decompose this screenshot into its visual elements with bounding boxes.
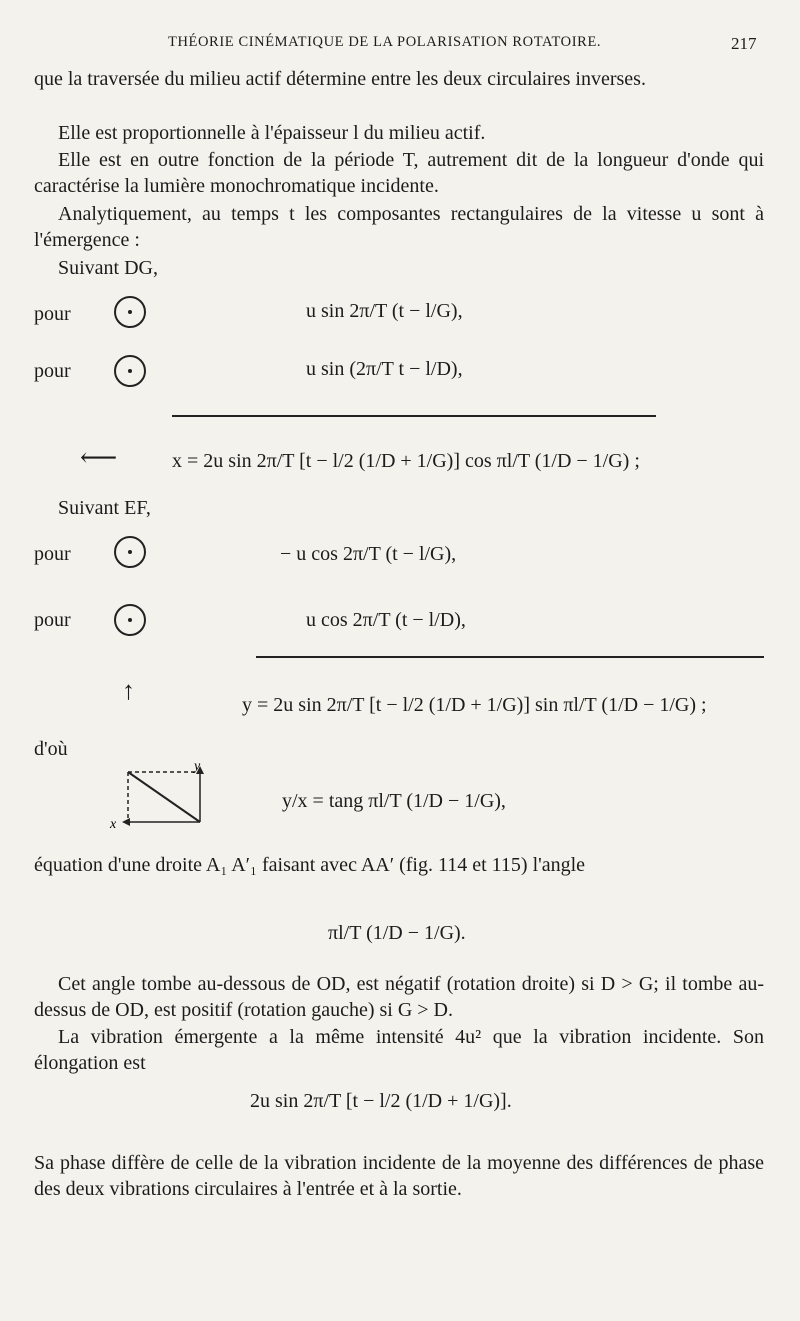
- paragraph-phase: Sa phase diffère de celle de la vibration incidente de la moyenne des différences de phase des deux vibrations circulaires à l'entrée et à la sortie.: [34, 1152, 764, 1200]
- label-pour-4: pour: [34, 609, 71, 631]
- sum-rule-2: [256, 656, 764, 658]
- up-arrow-icon: ↑: [122, 676, 135, 705]
- left-arrow-icon: ⟵: [80, 443, 118, 472]
- circle-icon-1: [114, 296, 146, 328]
- equation-dg-1: u sin 2π/T (t − l/G),: [306, 300, 463, 322]
- equation-x: x = 2u sin 2π/T [t − l/2 (1/D + 1/G)] cos πl/T (1/D − 1/G) ;: [172, 450, 640, 472]
- equation-angle: πl/T (1/D − 1/G).: [328, 922, 466, 944]
- page-number: 217: [731, 34, 757, 53]
- label-pour-2: pour: [34, 360, 71, 382]
- circle-icon-2: [114, 355, 146, 387]
- equation-tang: y/x = tang πl/T (1/D − 1/G),: [282, 790, 506, 812]
- running-header: [0, 34, 800, 58]
- header-title: THÉORIE CINÉMATIQUE DE LA POLARISATION ROTATOIRE.: [168, 34, 602, 50]
- paragraph-3: Elle est en outre fonction de la période T, autrement dit de la longueur d'onde qui caractérise la lumière monochromatique incidente.: [34, 149, 764, 197]
- label-pour-3: pour: [34, 543, 71, 565]
- paragraph-suivant-ef: Suivant EF,: [58, 497, 151, 519]
- figure-y-label: y: [194, 760, 201, 774]
- paragraph-vibration: La vibration émergente a la même intensité 4u² que la vibration incidente. Son élongation est: [34, 1026, 764, 1074]
- equation-elongation: 2u sin 2π/T [t − l/2 (1/D + 1/G)].: [250, 1090, 512, 1112]
- sum-rule-1: [172, 415, 656, 417]
- circle-icon-4: [114, 604, 146, 636]
- paragraph-suivant-dg: Suivant DG,: [58, 257, 158, 279]
- equation-y: y = 2u sin 2π/T [t − l/2 (1/D + 1/G)] sin πl/T (1/D − 1/G) ;: [242, 694, 707, 716]
- circle-icon-3: [114, 536, 146, 568]
- paragraph-2: Elle est proportionnelle à l'épaisseur l du milieu actif.: [58, 122, 486, 144]
- paragraph-4: Analytiquement, au temps t les composantes rectangulaires de la vitesse u sont à l'émergence :: [34, 203, 764, 251]
- label-dou: d'où: [34, 738, 68, 760]
- equation-dg-2: u sin (2π/T t − l/D),: [306, 358, 463, 380]
- vector-diagram: [108, 760, 212, 832]
- equation-ef-2: u cos 2π/T (t − l/D),: [306, 609, 466, 631]
- paragraph-equation-droite: équation d'une droite A₁ A′₁ faisant avec AA′ (fig. 114 et 115) l'angle: [34, 854, 586, 876]
- paragraph-cet-angle: Cet angle tombe au-dessous de OD, est négatif (rotation droite) si D > G; il tombe au-dessus de OD, est positif (rotation gauche) si G > D.: [34, 973, 764, 1021]
- label-pour-1: pour: [34, 303, 71, 325]
- figure-x-label: x: [110, 817, 117, 832]
- paragraph-1: que la traversée du milieu actif détermine entre les deux circulaires inverses.: [34, 68, 646, 90]
- equation-ef-1: − u cos 2π/T (t − l/G),: [280, 543, 457, 565]
